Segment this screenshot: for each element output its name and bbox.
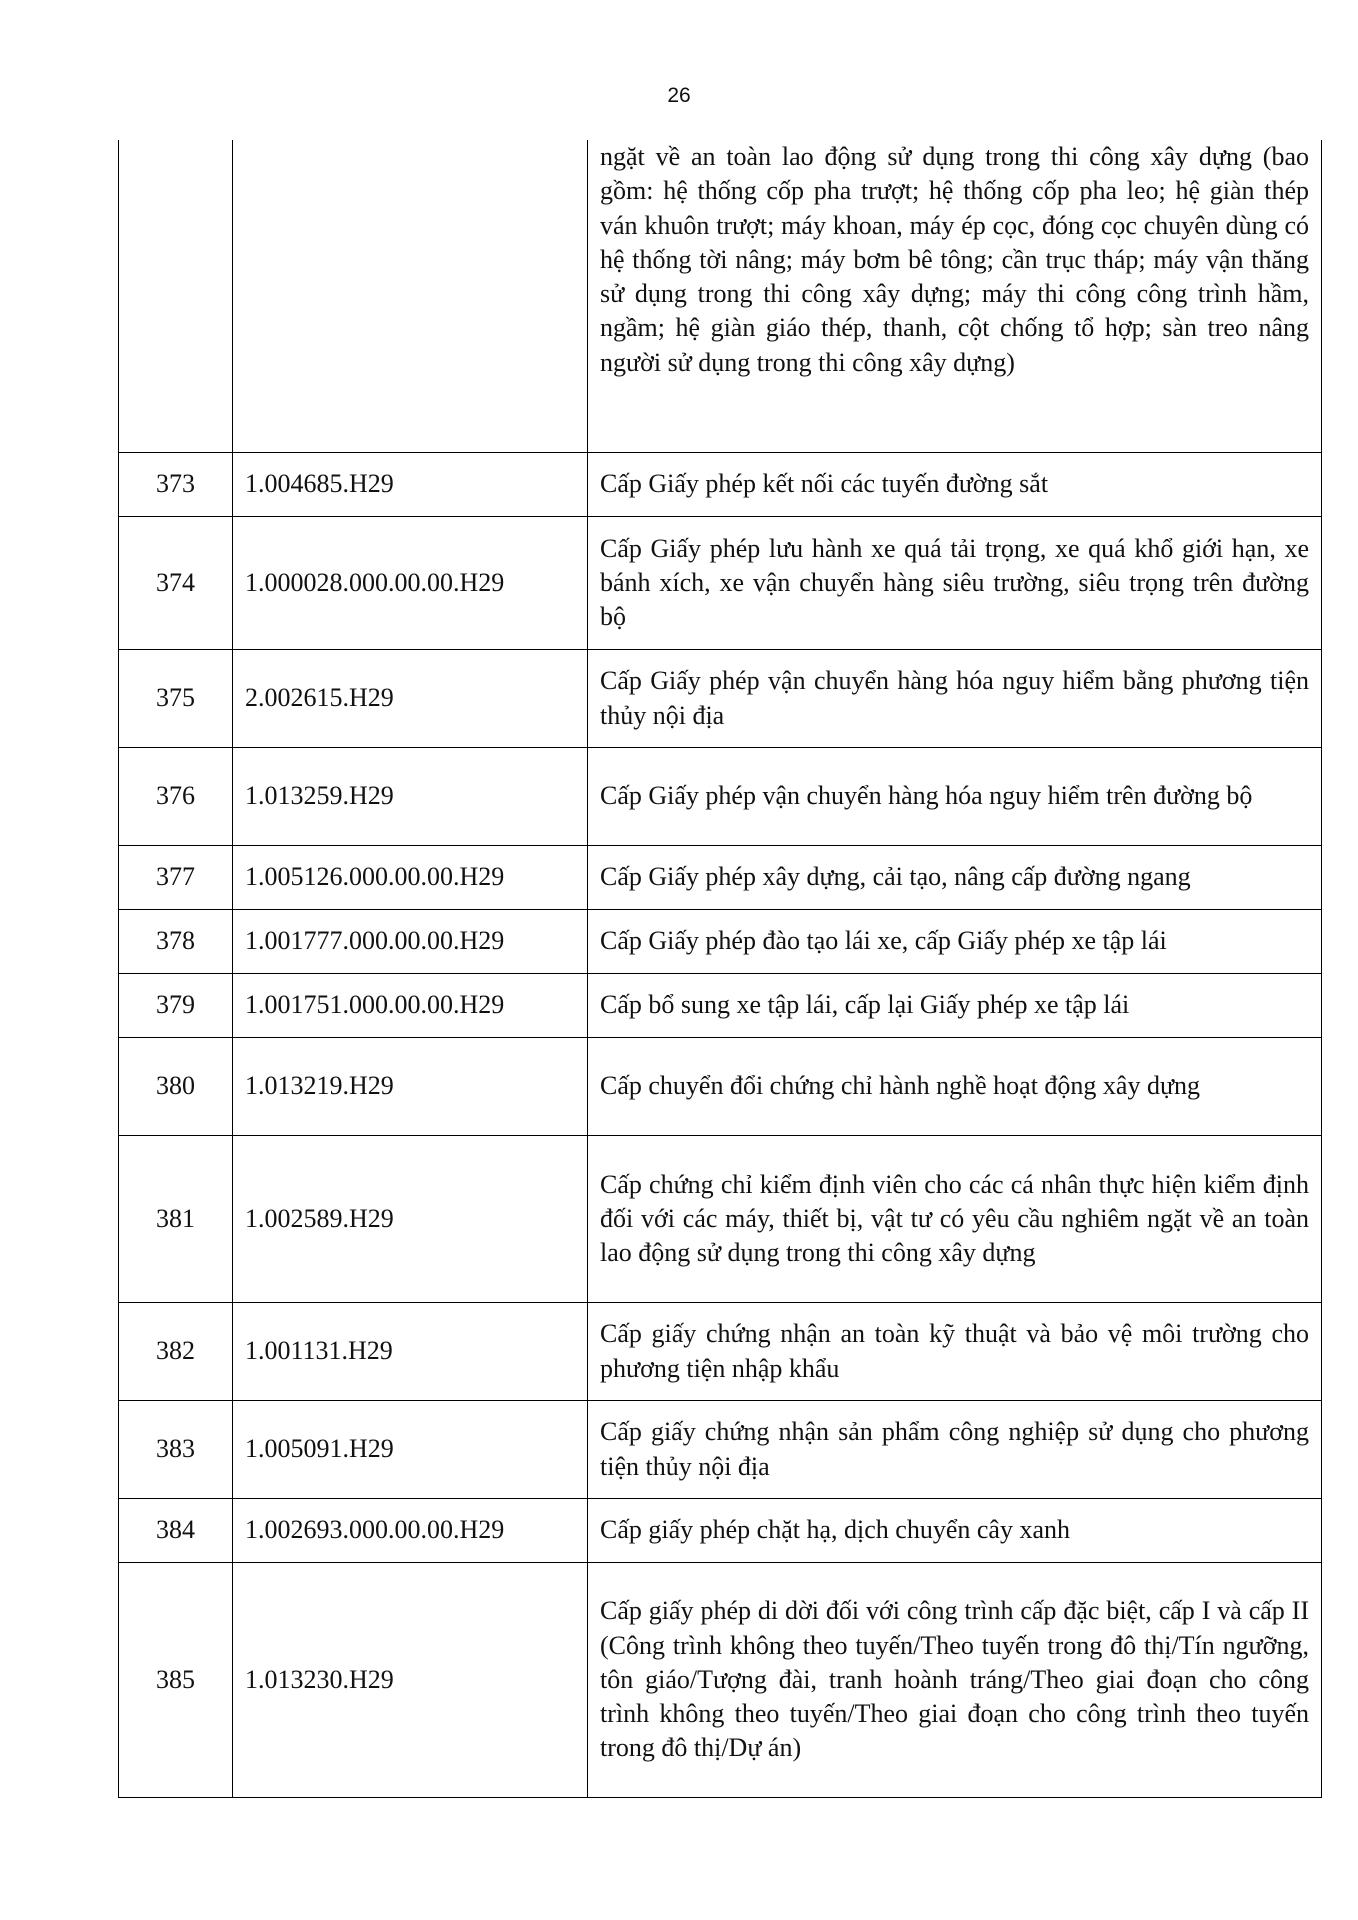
cell-stt: 376 — [119, 748, 233, 846]
cell-stt: 374 — [119, 517, 233, 650]
cell-name: Cấp bổ sung xe tập lái, cấp lại Giấy phép xe tập lái — [588, 974, 1322, 1038]
cell-stt: 383 — [119, 1401, 233, 1499]
cell-stt: 375 — [119, 650, 233, 748]
cell-name: Cấp giấy chứng nhận sản phẩm công nghiệp sử dụng cho phương tiện thủy nội địa — [588, 1401, 1322, 1499]
cell-stt: 379 — [119, 974, 233, 1038]
cell-stt: 380 — [119, 1038, 233, 1136]
cell-stt: 382 — [119, 1303, 233, 1401]
cell-name: Cấp Giấy phép kết nối các tuyến đường sắt — [588, 453, 1322, 517]
cell-code: 1.005126.000.00.00.H29 — [233, 846, 588, 910]
table-row — [119, 650, 1322, 748]
cell-code: 1.013219.H29 — [233, 1038, 588, 1136]
cell-code: 1.002693.000.00.00.H29 — [233, 1499, 588, 1563]
cell-code: 1.013230.H29 — [233, 1563, 588, 1798]
table-row — [119, 453, 1322, 517]
table-row — [119, 517, 1322, 650]
procedure-table — [118, 140, 1322, 1798]
table-row — [119, 1499, 1322, 1563]
cell-stt: 381 — [119, 1136, 233, 1303]
cell-stt: 377 — [119, 846, 233, 910]
cell-code: 1.002589.H29 — [233, 1136, 588, 1303]
table-row — [119, 910, 1322, 974]
table-row-continued — [119, 140, 1322, 453]
table-row — [119, 974, 1322, 1038]
cell-name: ngặt về an toàn lao động sử dụng trong thi công xây dựng (bao gồm: hệ thống cốp pha trượt; hệ thống cốp pha leo; hệ giàn thép ván khuôn trượt; máy khoan, máy ép cọc, đóng cọc chuyên dùng có hệ thống tời nâng; máy bơm bê tông; cần trục tháp; máy vận thăng sử dụng trong thi công xây dựng; máy thi công công trình hầm, ngầm; hệ giàn giáo thép, thanh, cột chống tổ hợp; sàn treo nâng người sử dụng trong thi công xây dựng) — [588, 140, 1322, 453]
cell-stt — [119, 140, 233, 453]
cell-name: Cấp Giấy phép lưu hành xe quá tải trọng, xe quá khổ giới hạn, xe bánh xích, xe vận chuyển hàng siêu trường, siêu trọng trên đường bộ — [588, 517, 1322, 650]
cell-code: 1.001777.000.00.00.H29 — [233, 910, 588, 974]
table-row — [119, 1563, 1322, 1798]
cell-code: 1.001131.H29 — [233, 1303, 588, 1401]
table-row — [119, 1303, 1322, 1401]
cell-name: Cấp chứng chỉ kiểm định viên cho các cá nhân thực hiện kiểm định đối với các máy, thiết bị, vật tư có yêu cầu nghiêm ngặt về an toàn lao động sử dụng trong thi công xây dựng — [588, 1136, 1322, 1303]
cell-code: 1.004685.H29 — [233, 453, 588, 517]
cell-stt: 385 — [119, 1563, 233, 1798]
cell-name: Cấp Giấy phép vận chuyển hàng hóa nguy hiểm trên đường bộ — [588, 748, 1322, 846]
table-row — [119, 1136, 1322, 1303]
page-number: 26 — [667, 84, 691, 107]
cell-name: Cấp chuyển đổi chứng chỉ hành nghề hoạt động xây dựng — [588, 1038, 1322, 1136]
cell-code: 1.005091.H29 — [233, 1401, 588, 1499]
cell-stt: 378 — [119, 910, 233, 974]
cell-code: 1.000028.000.00.00.H29 — [233, 517, 588, 650]
cell-name: Cấp Giấy phép vận chuyển hàng hóa nguy hiểm bằng phương tiện thủy nội địa — [588, 650, 1322, 748]
cell-name: Cấp giấy chứng nhận an toàn kỹ thuật và bảo vệ môi trường cho phương tiện nhập khẩu — [588, 1303, 1322, 1401]
cell-name: Cấp giấy phép chặt hạ, dịch chuyển cây xanh — [588, 1499, 1322, 1563]
table-row — [119, 748, 1322, 846]
cell-stt: 384 — [119, 1499, 233, 1563]
cell-name: Cấp giấy phép di dời đối với công trình cấp đặc biệt, cấp I và cấp II (Công trình không theo tuyến/Theo tuyến trong đô thị/Tín ngưỡng, tôn giáo/Tượng đài, tranh hoành tráng/Theo giai đoạn cho công trình không theo tuyến/Theo giai đoạn cho công trình theo tuyến trong đô thị/Dự án) — [588, 1563, 1322, 1798]
table-row — [119, 1401, 1322, 1499]
cell-code: 1.013259.H29 — [233, 748, 588, 846]
table-row — [119, 846, 1322, 910]
cell-stt: 373 — [119, 453, 233, 517]
table-row — [119, 1038, 1322, 1136]
cell-code: 1.001751.000.00.00.H29 — [233, 974, 588, 1038]
cell-code: 2.002615.H29 — [233, 650, 588, 748]
cell-code — [233, 140, 588, 453]
cell-name: Cấp Giấy phép đào tạo lái xe, cấp Giấy phép xe tập lái — [588, 910, 1322, 974]
cell-name: Cấp Giấy phép xây dựng, cải tạo, nâng cấp đường ngang — [588, 846, 1322, 910]
